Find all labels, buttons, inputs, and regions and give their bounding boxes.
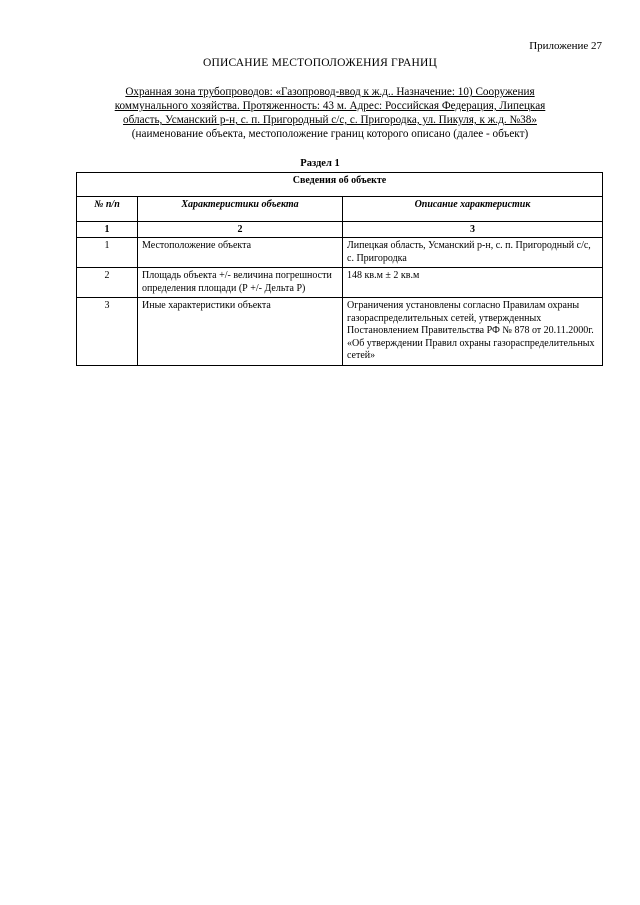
row-num: 3	[77, 298, 138, 366]
object-info-table	[76, 172, 603, 366]
column-header-num: № п/п	[77, 197, 138, 222]
row-num: 1	[77, 238, 138, 268]
row-characteristic: Иные характеристики объекта	[138, 298, 343, 366]
column-number-row	[77, 222, 603, 238]
object-description	[80, 85, 580, 141]
column-header-characteristic: Характеристики объекта	[138, 197, 343, 222]
row-characteristic: Местоположение объекта	[138, 238, 343, 268]
row-description: Ограничения установлены согласно Правилам охраны газораспределительных сетей, утвержденных Постановлением Правительства РФ № 878 от 20.11.2000г. «Об утверждении Правил охраны газораспределительных сетей»	[343, 298, 603, 366]
row-description: 148 кв.м ± 2 кв.м	[343, 268, 603, 298]
column-number-1: 1	[77, 222, 138, 238]
table-row	[77, 298, 603, 366]
column-number-2: 2	[138, 222, 343, 238]
appendix-label: Приложение 27	[529, 40, 602, 52]
table-title-row	[77, 173, 603, 197]
column-header-description: Описание характеристик	[343, 197, 603, 222]
object-line-2: коммунального хозяйства. Протяженность: 43 м. Адрес: Российская Федерация, Липецкая	[114, 100, 546, 112]
table-row	[77, 268, 603, 298]
section-title: Раздел 1	[300, 158, 340, 169]
object-line-1: Охранная зона трубопроводов: «Газопровод-ввод к ж.д.. Назначение: 10) Сооружения	[125, 86, 535, 98]
table-title: Сведения об объекте	[77, 173, 603, 197]
document-title: ОПИСАНИЕ МЕСТОПОЛОЖЕНИЯ ГРАНИЦ	[202, 57, 438, 69]
row-characteristic: Площадь объекта +/- величина погрешности определения площади (Р +/- Дельта Р)	[138, 268, 343, 298]
row-description: Липецкая область, Усманский р-н, с. п. Пригородный с/с, с. Пригородка	[343, 238, 603, 268]
column-number-3: 3	[343, 222, 603, 238]
row-num: 2	[77, 268, 138, 298]
table-row	[77, 238, 603, 268]
object-line-3: область, Усманский р-н, с. п. Пригородный с/с, с. Пригородка, ул. Пикуля, к ж.д. №38»	[123, 114, 537, 126]
object-caption: (наименование объекта, местоположение границ которого описано (далее - объект)	[131, 128, 529, 140]
column-header-row	[77, 197, 603, 222]
